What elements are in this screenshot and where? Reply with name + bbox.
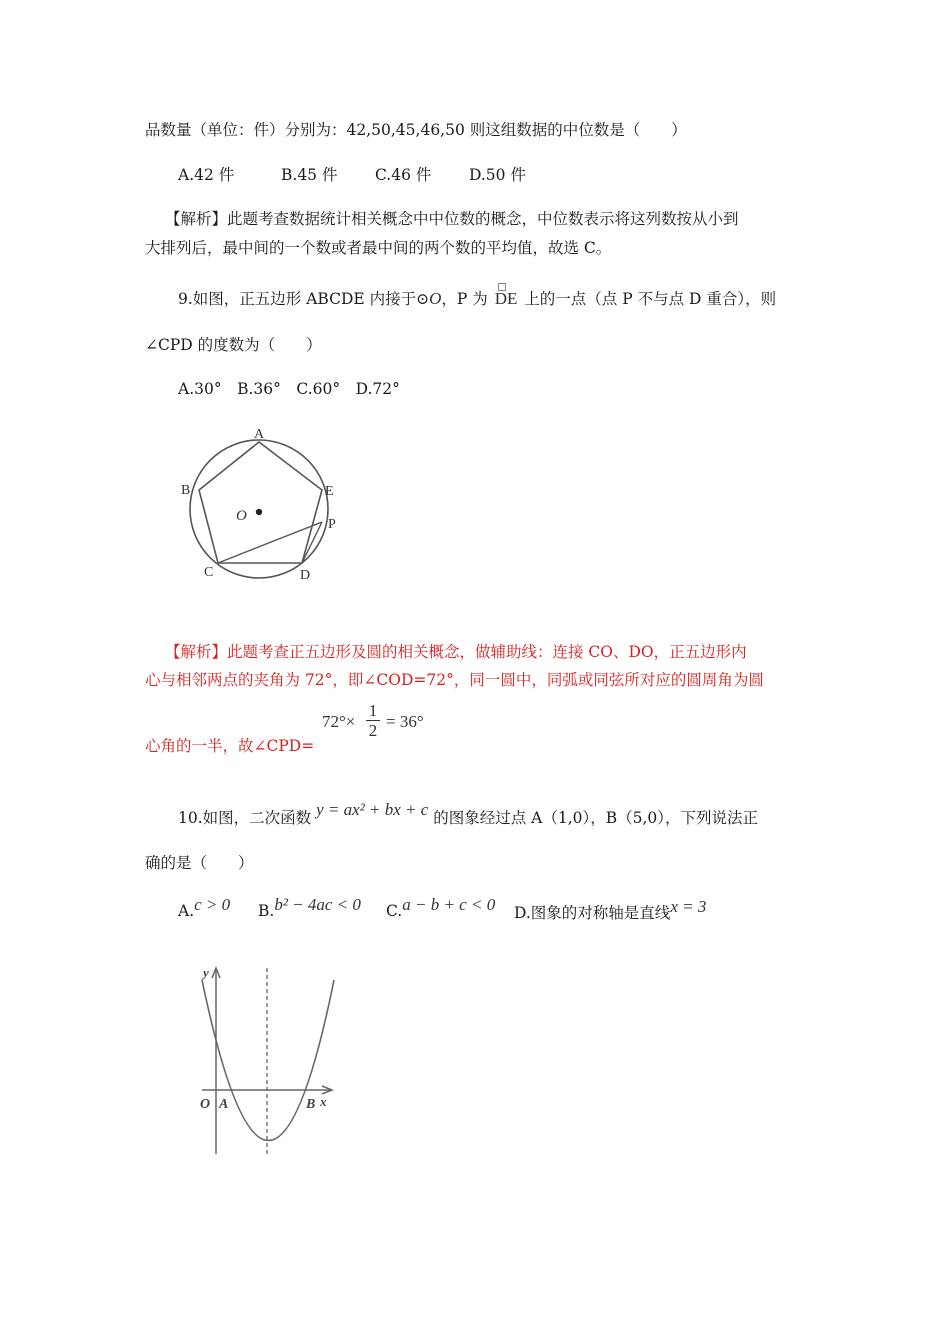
q9-arc-de: DE [495, 289, 518, 309]
q10-label-b: B [306, 1097, 316, 1112]
q10-stem-part1: 10.如图，二次函数 [178, 809, 312, 827]
q10-options [178, 897, 758, 927]
q9-label-o: O [236, 508, 247, 524]
q9-stem-line-2: ∠CPD 的度数为（ ） [145, 336, 322, 354]
q9-stem-line-1 [178, 287, 776, 309]
q9-circle-o: O [429, 289, 442, 308]
q9-label-b: B [181, 483, 191, 498]
q10-stem-part2: 的图象经过点 A（1,0），B（5,0），下列说法正 [433, 809, 759, 827]
q8-option-a: A.42 件 [178, 166, 235, 184]
q9-formula-right: = 36° [386, 712, 424, 731]
q9-stem-part3: 上的一点（点 P 不与点 D 重合），则 [524, 290, 777, 308]
q9-formula-left: 72°× [322, 712, 356, 731]
q8-analysis-line-2: 大排列后，最中间的一个数或者最中间的两个数的平均值，故选 C。 [145, 239, 612, 257]
q9-pentagon-figure [172, 425, 372, 595]
q10-stem-line-2: 确的是（ ） [145, 854, 254, 872]
q10-option-c: C.a − b + c < 0 [386, 895, 496, 920]
q9-label-d: D [300, 568, 311, 583]
q10-stem-formula: y = ax² + bx + c [316, 800, 429, 819]
q9-formula-fraction [366, 702, 380, 741]
q10-label-o: O [200, 1097, 211, 1112]
q10-parabola-curve [202, 980, 334, 1141]
q9-stem-part2: ，P 为 [441, 290, 488, 308]
q9-segment-cp [218, 522, 322, 563]
q9-center-dot [256, 509, 262, 515]
q9-options: A.30° B.36° C.60° D.72° [178, 380, 400, 398]
q10-stem-line-1 [178, 800, 759, 828]
q8-option-c: C.46 件 [375, 166, 432, 184]
q10-parabola-figure [190, 962, 350, 1162]
q9-pentagon [199, 442, 322, 563]
q10-option-a: A.c > 0 [178, 895, 231, 920]
q9-stem-part1: 9.如图，正五边形 ABCDE 内接于⊙ [178, 290, 430, 308]
q9-label-c: C [204, 565, 214, 580]
q9-analysis-line-3: 心角的一半，故∠CPD= [145, 737, 315, 755]
q8-option-b: B.45 件 [281, 166, 338, 184]
q8-option-d: D.50 件 [469, 166, 526, 184]
q8-stem-continuation: 品数量（单位：件）分别为：42,50,45,46,50 则这组数据的中位数是（ ） [145, 121, 687, 139]
q10-label-y: y [203, 965, 209, 980]
q9-formula-denominator: 2 [368, 721, 378, 740]
q9-label-p: P [328, 517, 336, 532]
q8-analysis-line-1: 【解析】此题考查数据统计相关概念中中位数的概念，中位数表示将这列数按从小到 [165, 210, 739, 228]
q10-option-b: B.b² − 4ac < 0 [258, 895, 361, 920]
q9-formula-numerator: 1 [368, 701, 378, 720]
q10-label-x: x [320, 1094, 327, 1109]
q10-option-d: D.图象的对称轴是直线x = 3 [514, 897, 707, 922]
arc-mark-icon [498, 283, 506, 291]
q9-label-a: A [254, 427, 265, 442]
q9-label-e: E [325, 484, 334, 499]
q9-analysis-line-2: 心与相邻两点的夹角为 72°，即∠COD=72°，同一圆中，同弧或同弦所对应的圆周角为圆 [145, 671, 764, 689]
q9-analysis-line-1: 【解析】此题考查正五边形及圆的相关概念，做辅助线：连接 CO、DO，正五边形内 [165, 643, 747, 661]
q10-label-a: A [219, 1097, 229, 1112]
